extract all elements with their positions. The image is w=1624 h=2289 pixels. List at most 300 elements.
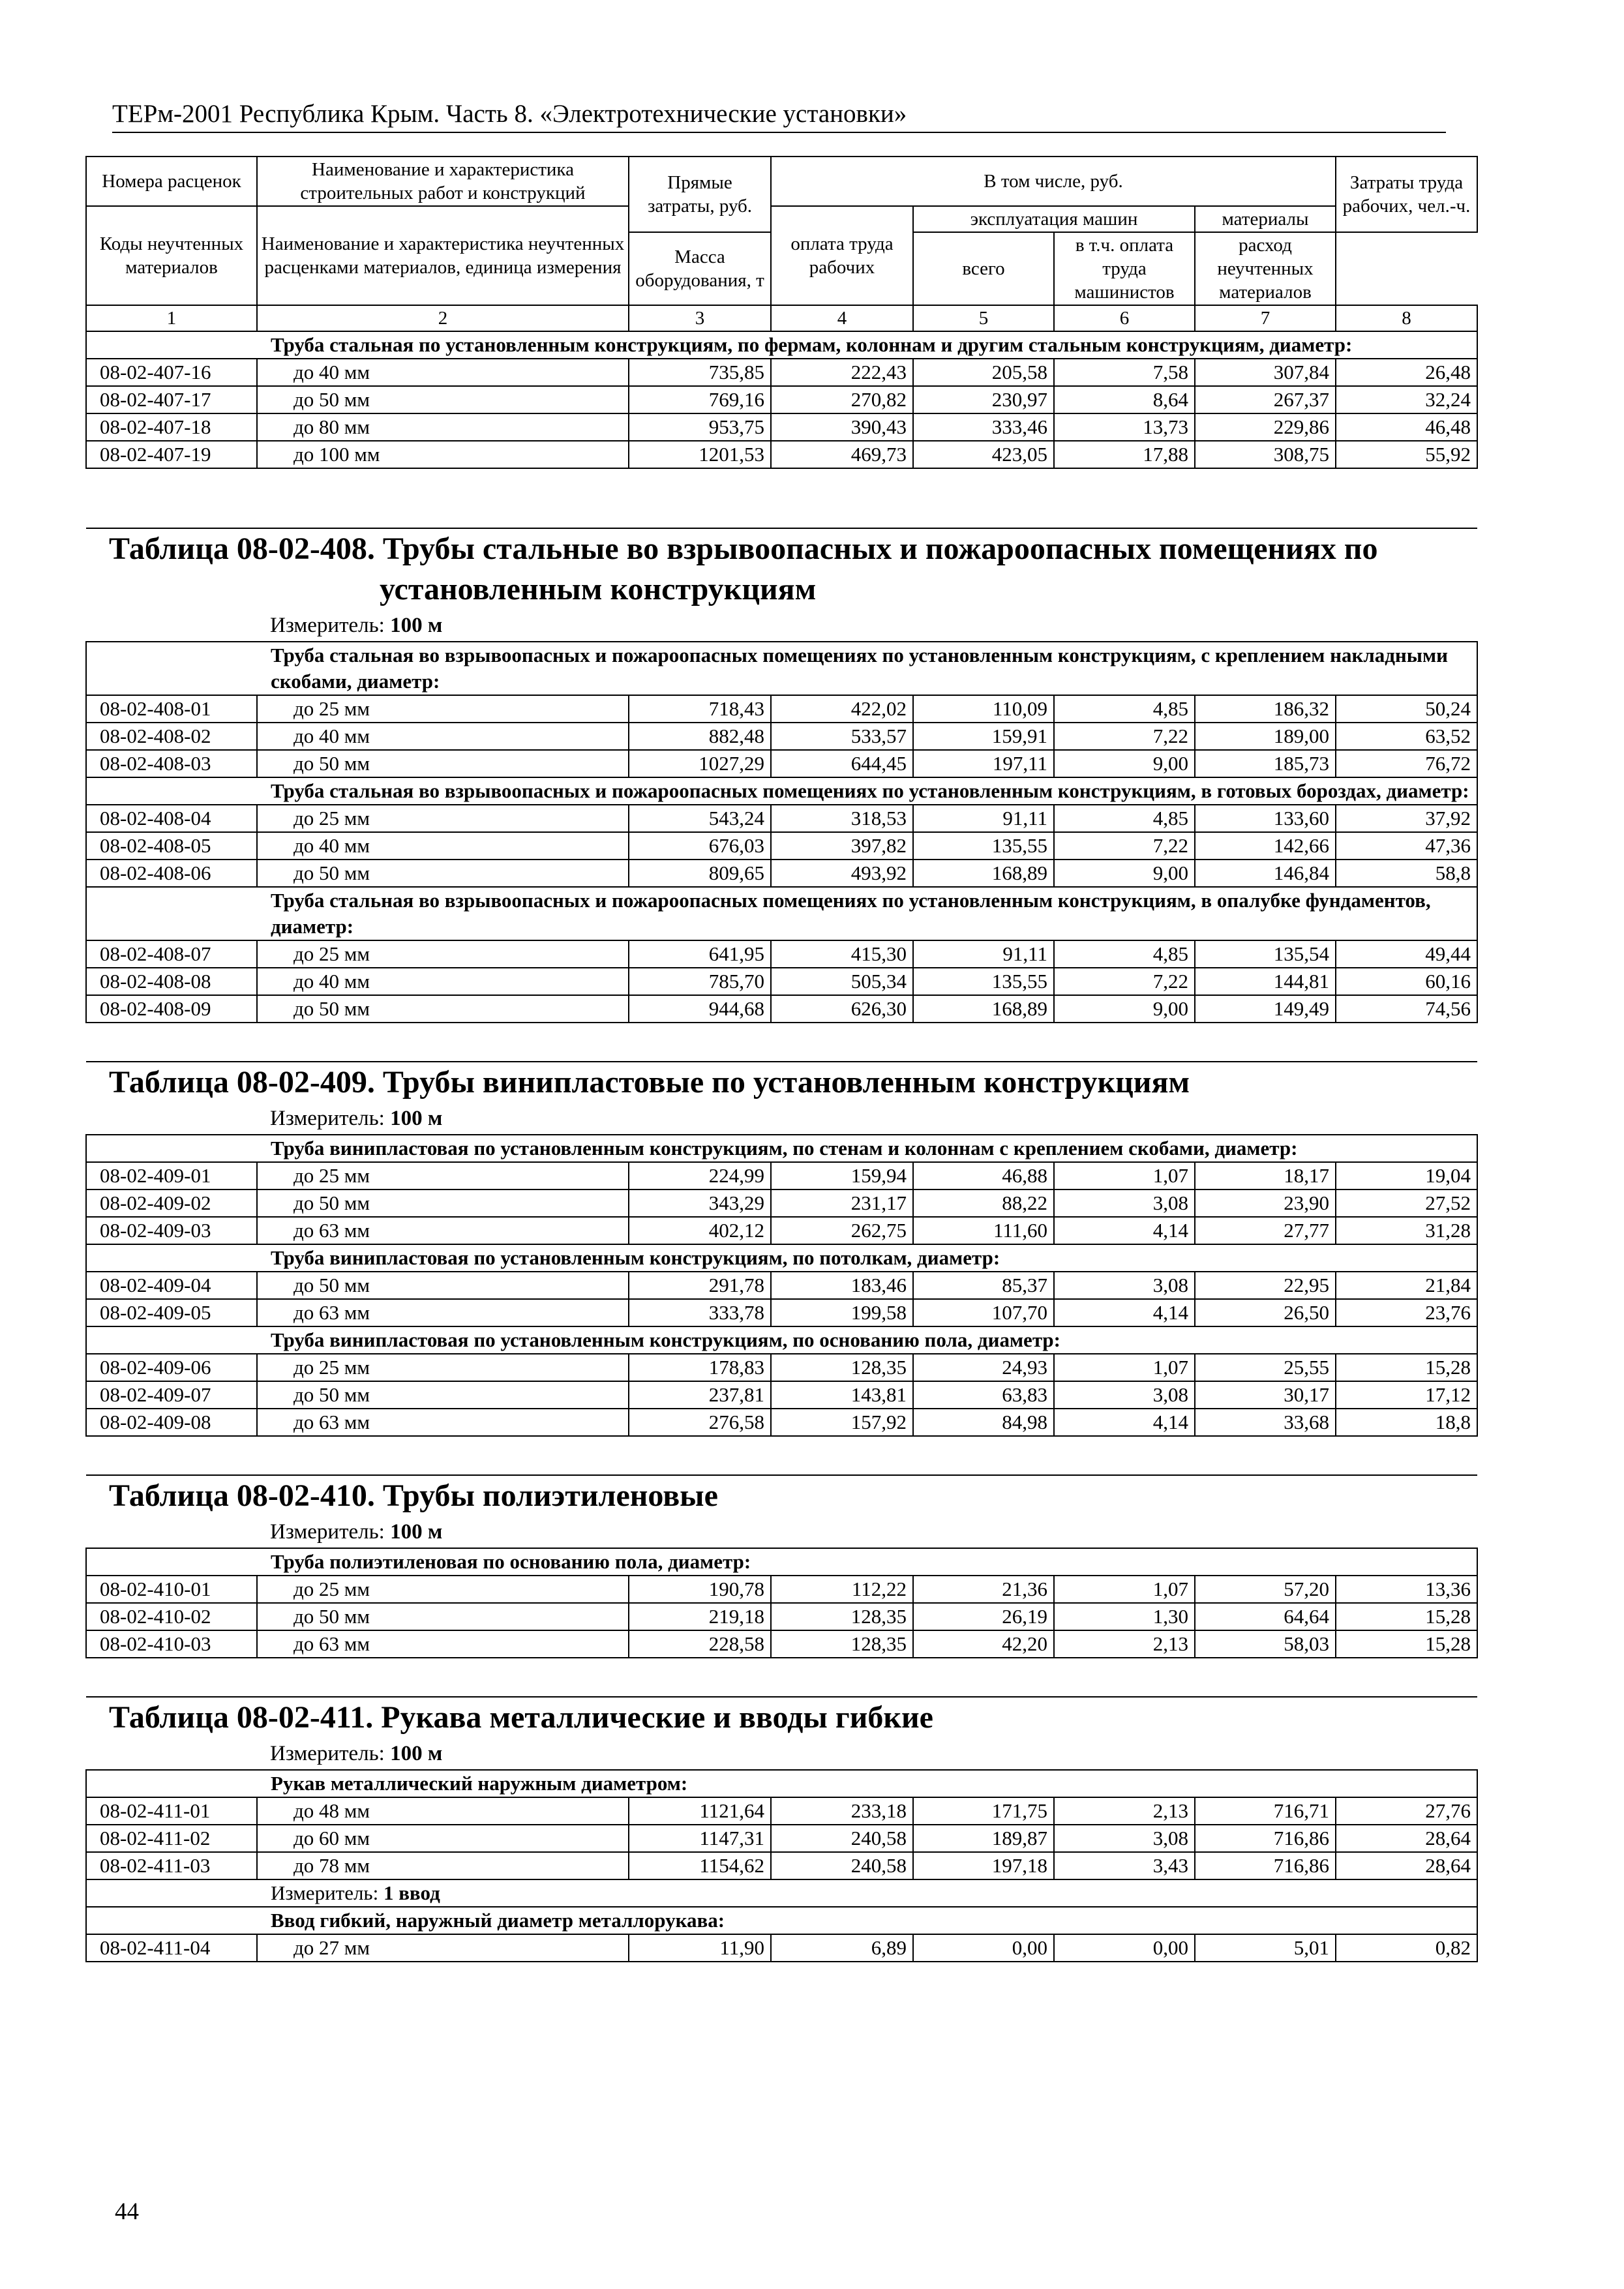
materials-cell: 186,32 bbox=[1195, 695, 1336, 723]
meter-value: 100 м bbox=[390, 1107, 443, 1130]
materials-cell: 229,86 bbox=[1195, 413, 1336, 441]
direct-costs-cell: 11,90 bbox=[629, 1934, 771, 1962]
rate-code-cell: 08-02-409-08 bbox=[86, 1409, 257, 1436]
operator-pay-cell: 2,13 bbox=[1054, 1797, 1195, 1825]
rate-code-cell: 08-02-410-01 bbox=[86, 1576, 257, 1603]
direct-costs-cell: 1121,64 bbox=[629, 1797, 771, 1825]
group-title: Труба стальная во взрывоопасных и пожароопасных помещениях по установленным конструкциям, в готовых бороздах, диаметр: bbox=[86, 777, 1477, 805]
table-row bbox=[86, 695, 1477, 723]
diameter-cell: до 25 мм bbox=[257, 695, 629, 723]
labor-costs-cell: 55,92 bbox=[1336, 441, 1477, 468]
machines-total-cell: 333,46 bbox=[913, 413, 1054, 441]
rate-code-cell: 08-02-410-03 bbox=[86, 1630, 257, 1658]
machines-total-cell: 135,55 bbox=[913, 832, 1054, 860]
rate-code-cell: 08-02-408-08 bbox=[86, 968, 257, 995]
worker-pay-cell: 143,81 bbox=[771, 1381, 913, 1409]
diameter-cell: до 50 мм bbox=[257, 1381, 629, 1409]
table-row bbox=[86, 386, 1477, 413]
machines-total-cell: 91,11 bbox=[913, 805, 1054, 832]
meter-row bbox=[86, 1738, 1477, 1770]
rate-code-cell: 08-02-410-02 bbox=[86, 1603, 257, 1630]
direct-costs-cell: 219,18 bbox=[629, 1603, 771, 1630]
table-heading-row bbox=[86, 528, 1477, 610]
header-direct-costs: Прямые затраты, руб. bbox=[629, 157, 771, 232]
worker-pay-cell: 415,30 bbox=[771, 940, 913, 968]
operator-pay-cell: 4,14 bbox=[1054, 1409, 1195, 1436]
materials-cell: 23,90 bbox=[1195, 1189, 1336, 1217]
spacer-row bbox=[86, 468, 1477, 528]
table-row bbox=[86, 359, 1477, 386]
table-row bbox=[86, 413, 1477, 441]
diameter-cell: до 63 мм bbox=[257, 1299, 629, 1326]
worker-pay-cell: 270,82 bbox=[771, 386, 913, 413]
direct-costs-cell: 676,03 bbox=[629, 832, 771, 860]
header-worker-pay: оплата труда рабочих bbox=[771, 206, 913, 305]
materials-cell: 144,81 bbox=[1195, 968, 1336, 995]
operator-pay-cell: 4,14 bbox=[1054, 1299, 1195, 1326]
table-row bbox=[86, 441, 1477, 468]
spacer-row bbox=[86, 1023, 1477, 1062]
rate-code-cell: 08-02-408-04 bbox=[86, 805, 257, 832]
diameter-cell: до 40 мм bbox=[257, 968, 629, 995]
direct-costs-cell: 178,83 bbox=[629, 1354, 771, 1381]
meter-text bbox=[86, 1516, 1477, 1548]
meter-value: 1 ввод bbox=[383, 1881, 440, 1904]
materials-cell: 25,55 bbox=[1195, 1354, 1336, 1381]
group-row bbox=[86, 1135, 1477, 1162]
rate-code-cell: 08-02-411-02 bbox=[86, 1825, 257, 1852]
operator-pay-cell: 9,00 bbox=[1054, 750, 1195, 777]
group-title: Труба винипластовая по установленным конструкциям, по основанию пола, диаметр: bbox=[86, 1326, 1477, 1354]
meter-label: Измеритель: bbox=[270, 1742, 385, 1765]
materials-cell: 18,17 bbox=[1195, 1162, 1336, 1189]
header-materials: материалы bbox=[1195, 206, 1336, 232]
operator-pay-cell: 4,85 bbox=[1054, 940, 1195, 968]
operator-pay-cell: 8,64 bbox=[1054, 386, 1195, 413]
machines-total-cell: 24,93 bbox=[913, 1354, 1054, 1381]
direct-costs-cell: 718,43 bbox=[629, 695, 771, 723]
header-machine-operation: эксплуатация машин bbox=[913, 206, 1195, 232]
meter-row bbox=[86, 1103, 1477, 1135]
worker-pay-cell: 397,82 bbox=[771, 832, 913, 860]
machines-total-cell: 88,22 bbox=[913, 1189, 1054, 1217]
direct-costs-cell: 785,70 bbox=[629, 968, 771, 995]
operator-pay-cell: 1,07 bbox=[1054, 1354, 1195, 1381]
labor-costs-cell: 18,8 bbox=[1336, 1409, 1477, 1436]
materials-cell: 142,66 bbox=[1195, 832, 1336, 860]
operator-pay-cell: 4,85 bbox=[1054, 805, 1195, 832]
direct-costs-cell: 224,99 bbox=[629, 1162, 771, 1189]
operator-pay-cell: 3,08 bbox=[1054, 1272, 1195, 1299]
machines-total-cell: 171,75 bbox=[913, 1797, 1054, 1825]
meter-value: 100 м bbox=[390, 614, 443, 637]
table-row bbox=[86, 860, 1477, 887]
machines-total-cell: 230,97 bbox=[913, 386, 1054, 413]
labor-costs-cell: 37,92 bbox=[1336, 805, 1477, 832]
worker-pay-cell: 128,35 bbox=[771, 1603, 913, 1630]
operator-pay-cell: 2,13 bbox=[1054, 1630, 1195, 1658]
machines-total-cell: 42,20 bbox=[913, 1630, 1054, 1658]
header-material-name: Наименование и характеристика неучтенных расценками материалов, единица измерения bbox=[257, 206, 629, 305]
operator-pay-cell: 7,22 bbox=[1054, 723, 1195, 750]
machines-total-cell: 197,18 bbox=[913, 1852, 1054, 1879]
worker-pay-cell: 6,89 bbox=[771, 1934, 913, 1962]
diameter-cell: до 25 мм bbox=[257, 940, 629, 968]
operator-pay-cell: 4,85 bbox=[1054, 695, 1195, 723]
group-row bbox=[86, 1548, 1477, 1576]
diameter-cell: до 63 мм bbox=[257, 1409, 629, 1436]
machines-total-cell: 111,60 bbox=[913, 1217, 1054, 1244]
labor-costs-cell: 19,04 bbox=[1336, 1162, 1477, 1189]
operator-pay-cell: 17,88 bbox=[1054, 441, 1195, 468]
rate-code-cell: 08-02-411-01 bbox=[86, 1797, 257, 1825]
labor-costs-cell: 74,56 bbox=[1336, 995, 1477, 1023]
column-numbers-row bbox=[86, 305, 1477, 331]
worker-pay-cell: 199,58 bbox=[771, 1299, 913, 1326]
labor-costs-cell: 17,12 bbox=[1336, 1381, 1477, 1409]
diameter-cell: до 25 мм bbox=[257, 1576, 629, 1603]
group-title: Труба стальная во взрывоопасных и пожароопасных помещениях по установленным конструкциям, с креплением накладными скобами, диаметр: bbox=[86, 642, 1477, 695]
operator-pay-cell: 7,22 bbox=[1054, 832, 1195, 860]
table-row bbox=[86, 1272, 1477, 1299]
meter-value: 100 м bbox=[390, 1742, 443, 1765]
labor-costs-cell: 26,48 bbox=[1336, 359, 1477, 386]
materials-cell: 57,20 bbox=[1195, 1576, 1336, 1603]
table-title: Таблица 08-02-409. Трубы винипластовые по установленным конструкциям bbox=[109, 1065, 1190, 1100]
materials-cell: 267,37 bbox=[1195, 386, 1336, 413]
table-row bbox=[86, 968, 1477, 995]
header-material-codes: Коды неучтенных материалов bbox=[86, 206, 257, 305]
group-row bbox=[86, 1326, 1477, 1354]
rate-code-cell: 08-02-409-04 bbox=[86, 1272, 257, 1299]
direct-costs-cell: 1201,53 bbox=[629, 441, 771, 468]
table-row bbox=[86, 1162, 1477, 1189]
machines-total-cell: 205,58 bbox=[913, 359, 1054, 386]
machines-total-cell: 189,87 bbox=[913, 1825, 1054, 1852]
group-row bbox=[86, 1244, 1477, 1272]
diameter-cell: до 50 мм bbox=[257, 1603, 629, 1630]
table-row bbox=[86, 1299, 1477, 1326]
direct-costs-cell: 882,48 bbox=[629, 723, 771, 750]
machines-total-cell: 110,09 bbox=[913, 695, 1054, 723]
group-row bbox=[86, 777, 1477, 805]
worker-pay-cell: 505,34 bbox=[771, 968, 913, 995]
machines-total-cell: 107,70 bbox=[913, 1299, 1054, 1326]
worker-pay-cell: 112,22 bbox=[771, 1576, 913, 1603]
operator-pay-cell: 1,30 bbox=[1054, 1603, 1195, 1630]
materials-cell: 64,64 bbox=[1195, 1603, 1336, 1630]
diameter-cell: до 50 мм bbox=[257, 1272, 629, 1299]
table-row bbox=[86, 1354, 1477, 1381]
diameter-cell: до 60 мм bbox=[257, 1825, 629, 1852]
table-title-continued: установленным конструкциям bbox=[380, 572, 817, 606]
materials-cell: 189,00 bbox=[1195, 723, 1336, 750]
operator-pay-cell: 3,08 bbox=[1054, 1381, 1195, 1409]
rate-code-cell: 08-02-407-18 bbox=[86, 413, 257, 441]
worker-pay-cell: 318,53 bbox=[771, 805, 913, 832]
header-in-total: В том числе, руб. bbox=[771, 157, 1336, 206]
direct-costs-cell: 953,75 bbox=[629, 413, 771, 441]
meter-text bbox=[86, 610, 1477, 642]
machines-total-cell: 84,98 bbox=[913, 1409, 1054, 1436]
operator-pay-cell: 1,07 bbox=[1054, 1162, 1195, 1189]
direct-costs-cell: 1154,62 bbox=[629, 1852, 771, 1879]
worker-pay-cell: 157,92 bbox=[771, 1409, 913, 1436]
column-number: 3 bbox=[629, 305, 771, 331]
labor-costs-cell: 21,84 bbox=[1336, 1272, 1477, 1299]
diameter-cell: до 80 мм bbox=[257, 413, 629, 441]
labor-costs-cell: 15,28 bbox=[1336, 1354, 1477, 1381]
operator-pay-cell: 7,22 bbox=[1054, 968, 1195, 995]
diameter-cell: до 63 мм bbox=[257, 1217, 629, 1244]
table-title: Таблица 08-02-408. Трубы стальные во взрывоопасных и пожароопасных помещениях по bbox=[109, 531, 1378, 566]
direct-costs-cell: 944,68 bbox=[629, 995, 771, 1023]
header-operator-pay: в т.ч. оплата труда машинистов bbox=[1054, 232, 1195, 305]
direct-costs-cell: 735,85 bbox=[629, 359, 771, 386]
table-body bbox=[86, 331, 1477, 1962]
labor-costs-cell: 49,44 bbox=[1336, 940, 1477, 968]
labor-costs-cell: 23,76 bbox=[1336, 1299, 1477, 1326]
materials-cell: 149,49 bbox=[1195, 995, 1336, 1023]
direct-costs-cell: 228,58 bbox=[629, 1630, 771, 1658]
column-number: 7 bbox=[1195, 305, 1336, 331]
header-equipment-mass: Масса оборудования, т bbox=[629, 232, 771, 305]
diameter-cell: до 50 мм bbox=[257, 386, 629, 413]
spacer-row bbox=[86, 1658, 1477, 1697]
rate-code-cell: 08-02-408-02 bbox=[86, 723, 257, 750]
materials-cell: 58,03 bbox=[1195, 1630, 1336, 1658]
meter-value: 100 м bbox=[390, 1520, 443, 1544]
operator-pay-cell: 9,00 bbox=[1054, 995, 1195, 1023]
rate-code-cell: 08-02-409-02 bbox=[86, 1189, 257, 1217]
labor-costs-cell: 32,24 bbox=[1336, 386, 1477, 413]
direct-costs-cell: 343,29 bbox=[629, 1189, 771, 1217]
spacer-cell bbox=[86, 1023, 1477, 1062]
direct-costs-cell: 276,58 bbox=[629, 1409, 771, 1436]
diameter-cell: до 25 мм bbox=[257, 1162, 629, 1189]
direct-costs-cell: 333,78 bbox=[629, 1299, 771, 1326]
table-heading-row bbox=[86, 1475, 1477, 1516]
group-title: Ввод гибкий, наружный диаметр металлорукава: bbox=[86, 1907, 1477, 1934]
machines-total-cell: 85,37 bbox=[913, 1272, 1054, 1299]
worker-pay-cell: 128,35 bbox=[771, 1354, 913, 1381]
labor-costs-cell: 50,24 bbox=[1336, 695, 1477, 723]
rate-code-cell: 08-02-407-16 bbox=[86, 359, 257, 386]
labor-costs-cell: 15,28 bbox=[1336, 1630, 1477, 1658]
diameter-cell: до 63 мм bbox=[257, 1630, 629, 1658]
direct-costs-cell: 809,65 bbox=[629, 860, 771, 887]
table-row bbox=[86, 1852, 1477, 1879]
header-labor-costs: Затраты труда рабочих, чел.-ч. bbox=[1336, 157, 1477, 232]
labor-costs-cell: 27,52 bbox=[1336, 1189, 1477, 1217]
table-row bbox=[86, 1934, 1477, 1962]
meter-text bbox=[86, 1738, 1477, 1770]
materials-cell: 716,71 bbox=[1195, 1797, 1336, 1825]
group-row bbox=[86, 1770, 1477, 1797]
table-row bbox=[86, 1189, 1477, 1217]
header-unaccounted-materials: расход неучтенных материалов bbox=[1195, 232, 1336, 305]
machines-total-cell: 159,91 bbox=[913, 723, 1054, 750]
page-number: 44 bbox=[115, 2198, 139, 2225]
rate-code-cell: 08-02-408-07 bbox=[86, 940, 257, 968]
table-heading-row bbox=[86, 1062, 1477, 1103]
diameter-cell: до 50 мм bbox=[257, 995, 629, 1023]
labor-costs-cell: 46,48 bbox=[1336, 413, 1477, 441]
worker-pay-cell: 240,58 bbox=[771, 1852, 913, 1879]
table-heading bbox=[86, 1697, 1477, 1738]
worker-pay-cell: 533,57 bbox=[771, 723, 913, 750]
meter-label: Измеритель: bbox=[270, 1520, 385, 1544]
rate-code-cell: 08-02-409-07 bbox=[86, 1381, 257, 1409]
diameter-cell: до 50 мм bbox=[257, 1189, 629, 1217]
group-row bbox=[86, 642, 1477, 695]
meter-row bbox=[86, 610, 1477, 642]
table-title: Таблица 08-02-411. Рукава металлические и вводы гибкие bbox=[109, 1700, 933, 1735]
worker-pay-cell: 231,17 bbox=[771, 1189, 913, 1217]
rate-code-cell: 08-02-408-05 bbox=[86, 832, 257, 860]
table-header bbox=[86, 157, 1477, 331]
diameter-cell: до 50 мм bbox=[257, 860, 629, 887]
machines-total-cell: 26,19 bbox=[913, 1603, 1054, 1630]
worker-pay-cell: 159,94 bbox=[771, 1162, 913, 1189]
operator-pay-cell: 0,00 bbox=[1054, 1934, 1195, 1962]
operator-pay-cell: 3,08 bbox=[1054, 1825, 1195, 1852]
machines-total-cell: 197,11 bbox=[913, 750, 1054, 777]
table-row bbox=[86, 995, 1477, 1023]
machines-total-cell: 0,00 bbox=[913, 1934, 1054, 1962]
operator-pay-cell: 3,08 bbox=[1054, 1189, 1195, 1217]
diameter-cell: до 27 мм bbox=[257, 1934, 629, 1962]
materials-cell: 133,60 bbox=[1195, 805, 1336, 832]
materials-cell: 135,54 bbox=[1195, 940, 1336, 968]
rate-code-cell: 08-02-407-19 bbox=[86, 441, 257, 468]
rate-code-cell: 08-02-409-06 bbox=[86, 1354, 257, 1381]
labor-costs-cell: 28,64 bbox=[1336, 1825, 1477, 1852]
group-title: Труба стальная во взрывоопасных и пожароопасных помещениях по установленным конструкциям, в опалубке фундаментов, диаметр: bbox=[86, 887, 1477, 940]
group-title: Труба винипластовая по установленным конструкциям, по потолкам, диаметр: bbox=[86, 1244, 1477, 1272]
diameter-cell: до 25 мм bbox=[257, 1354, 629, 1381]
group-title: Труба полиэтиленовая по основанию пола, диаметр: bbox=[86, 1548, 1477, 1576]
group-title: Труба винипластовая по установленным конструкциям, по стенам и колоннам с креплением скобами, диаметр: bbox=[86, 1135, 1477, 1162]
diameter-cell: до 25 мм bbox=[257, 805, 629, 832]
spacer-row bbox=[86, 1436, 1477, 1475]
group-row bbox=[86, 331, 1477, 359]
table-row bbox=[86, 750, 1477, 777]
direct-costs-cell: 291,78 bbox=[629, 1272, 771, 1299]
worker-pay-cell: 233,18 bbox=[771, 1797, 913, 1825]
operator-pay-cell: 13,73 bbox=[1054, 413, 1195, 441]
direct-costs-cell: 769,16 bbox=[629, 386, 771, 413]
table-heading bbox=[86, 528, 1477, 610]
diameter-cell: до 40 мм bbox=[257, 359, 629, 386]
operator-pay-cell: 4,14 bbox=[1054, 1217, 1195, 1244]
table-row bbox=[86, 1797, 1477, 1825]
direct-costs-cell: 402,12 bbox=[629, 1217, 771, 1244]
operator-pay-cell: 3,43 bbox=[1054, 1852, 1195, 1879]
meter-text bbox=[86, 1879, 1477, 1907]
rate-code-cell: 08-02-409-01 bbox=[86, 1162, 257, 1189]
direct-costs-cell: 190,78 bbox=[629, 1576, 771, 1603]
diameter-cell: до 100 мм bbox=[257, 441, 629, 468]
diameter-cell: до 40 мм bbox=[257, 723, 629, 750]
column-number: 8 bbox=[1336, 305, 1477, 331]
machines-total-cell: 63,83 bbox=[913, 1381, 1054, 1409]
worker-pay-cell: 240,58 bbox=[771, 1825, 913, 1852]
table-heading bbox=[86, 1062, 1477, 1103]
worker-pay-cell: 183,46 bbox=[771, 1272, 913, 1299]
rate-code-cell: 08-02-408-03 bbox=[86, 750, 257, 777]
machines-total-cell: 168,89 bbox=[913, 860, 1054, 887]
labor-costs-cell: 63,52 bbox=[1336, 723, 1477, 750]
rates-table bbox=[85, 156, 1478, 1962]
labor-costs-cell: 27,76 bbox=[1336, 1797, 1477, 1825]
labor-costs-cell: 47,36 bbox=[1336, 832, 1477, 860]
table-row bbox=[86, 805, 1477, 832]
table-row bbox=[86, 1603, 1477, 1630]
direct-costs-cell: 1147,31 bbox=[629, 1825, 771, 1852]
materials-cell: 22,95 bbox=[1195, 1272, 1336, 1299]
column-number: 2 bbox=[257, 305, 629, 331]
materials-cell: 27,77 bbox=[1195, 1217, 1336, 1244]
operator-pay-cell: 9,00 bbox=[1054, 860, 1195, 887]
direct-costs-cell: 1027,29 bbox=[629, 750, 771, 777]
materials-cell: 185,73 bbox=[1195, 750, 1336, 777]
table-row bbox=[86, 1630, 1477, 1658]
spacer-cell bbox=[86, 468, 1477, 528]
labor-costs-cell: 28,64 bbox=[1336, 1852, 1477, 1879]
worker-pay-cell: 644,45 bbox=[771, 750, 913, 777]
table-row bbox=[86, 1576, 1477, 1603]
direct-costs-cell: 641,95 bbox=[629, 940, 771, 968]
group-title: Труба стальная по установленным конструкциям, по фермам, колоннам и другим стальным конструкциям, диаметр: bbox=[86, 331, 1477, 359]
labor-costs-cell: 76,72 bbox=[1336, 750, 1477, 777]
materials-cell: 5,01 bbox=[1195, 1934, 1336, 1962]
labor-costs-cell: 60,16 bbox=[1336, 968, 1477, 995]
labor-costs-cell: 31,28 bbox=[1336, 1217, 1477, 1244]
rate-code-cell: 08-02-409-03 bbox=[86, 1217, 257, 1244]
worker-pay-cell: 390,43 bbox=[771, 413, 913, 441]
machines-total-cell: 21,36 bbox=[913, 1576, 1054, 1603]
meter-label: Измеритель: bbox=[271, 1881, 379, 1904]
table-row bbox=[86, 1381, 1477, 1409]
rate-code-cell: 08-02-407-17 bbox=[86, 386, 257, 413]
operator-pay-cell: 7,58 bbox=[1054, 359, 1195, 386]
header-work-name: Наименование и характеристика строительных работ и конструкций bbox=[257, 157, 629, 206]
machines-total-cell: 168,89 bbox=[913, 995, 1054, 1023]
labor-costs-cell: 15,28 bbox=[1336, 1603, 1477, 1630]
meter-label: Измеритель: bbox=[270, 1107, 385, 1130]
column-number: 6 bbox=[1054, 305, 1195, 331]
worker-pay-cell: 493,92 bbox=[771, 860, 913, 887]
materials-cell: 33,68 bbox=[1195, 1409, 1336, 1436]
meter-label: Измеритель: bbox=[270, 614, 385, 637]
meter-row bbox=[86, 1516, 1477, 1548]
table-row bbox=[86, 1825, 1477, 1852]
materials-cell: 30,17 bbox=[1195, 1381, 1336, 1409]
materials-cell: 307,84 bbox=[1195, 359, 1336, 386]
table-row bbox=[86, 723, 1477, 750]
rate-code-cell: 08-02-408-06 bbox=[86, 860, 257, 887]
table-row bbox=[86, 832, 1477, 860]
rate-code-cell: 08-02-408-01 bbox=[86, 695, 257, 723]
rate-code-cell: 08-02-409-05 bbox=[86, 1299, 257, 1326]
diameter-cell: до 78 мм bbox=[257, 1852, 629, 1879]
spacer-cell bbox=[86, 1436, 1477, 1475]
table-heading-row bbox=[86, 1697, 1477, 1738]
diameter-cell: до 40 мм bbox=[257, 832, 629, 860]
direct-costs-cell: 543,24 bbox=[629, 805, 771, 832]
rate-code-cell: 08-02-411-04 bbox=[86, 1934, 257, 1962]
